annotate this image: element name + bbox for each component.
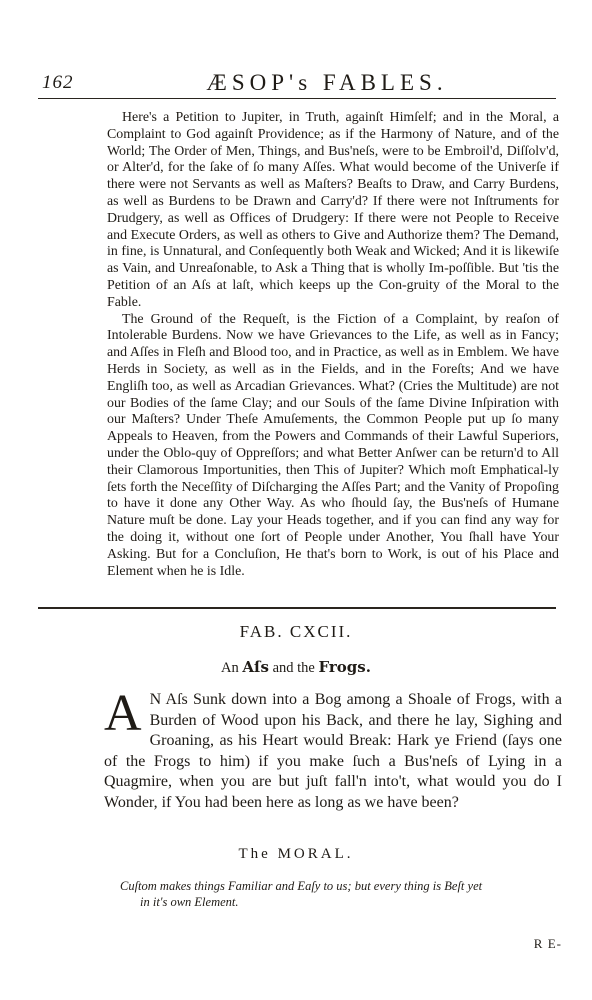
- fable-moral: [120, 878, 565, 910]
- moral-line-1: Cuſtom makes things Familiar and Eaſy to us; but every thing is Beſt yet: [120, 879, 483, 893]
- preceding-moral-text: [107, 110, 559, 580]
- fable-paragraph: N Aſs Sunk down into a Bog among a Shoale of Frogs, with a Burden of Wood upon his Back, and there he lay, Sighing and Groaning, as his Heart would Break: Hark ye Friend (ſays one of the Frogs to him) if you make ſuch a Bus'neſs of Lying in a Quagmire, when you are but juſt fall'n into't, what would you do I Wonder, if You had been here as long as we have been?: [104, 691, 562, 811]
- fable-body: [104, 685, 562, 814]
- moral-paragraph: Here's a Petition to Jupiter, in Truth, againſt Himſelf; and in the Moral, a Complaint to God againſt Providence; as if the Harmony of Nature, and of the World; The Order of Men, Things, and Bus'neſs, were to be Embroil'd, Diſſolv'd, or Alter'd, for the ſake of ſo many Aſſes. What would become of the Univerſe if there were not Servants as well as Maſters? Beaſts to Draw, and Carry Burdens, as well as Burdens to be Drawn and Carry'd? If there were not Inſtruments for Drudgery, as well as Offices of Drudgery: If there were not People to Receive and Execute Orders, as well as others to Give and Authorize them? The Demand, in fine, is Unnatural, and Conſequently both Weak and Wicked; And it is likewiſe as Vain, and Unreaſonable, to Ask a Thing that is wholly Im-poſſible. But 'tis the Petition of an Aſs at laſt, which keeps up the Con-gruity of the Moral to the Fable.: [107, 110, 559, 310]
- title-prefix: An: [221, 660, 239, 676]
- section-divider: [38, 607, 556, 609]
- header-rule: [38, 98, 556, 99]
- title-subject-ass: Aſs: [242, 658, 269, 676]
- fable-title: [0, 658, 592, 677]
- moral-line-2: in it's own Element.: [140, 895, 239, 909]
- title-subject-frogs: Frogs.: [318, 658, 371, 676]
- moral-paragraph: The Ground of the Requeſt, is the Fiction of a Complaint, by reaſon of Intolerable Burdens. Now we have Grievances to the Life, as well as in Fancy; and Aſſes in Fleſh and Blood too, and in Practice, as well as in Emblem. We have Herds in Society, as well as in the Fields, and in the Foreſts; And we have Engliſh too, as well as Arcadian Grievances. What? (Cries the Multitude) are not our Bodies of the ſame Clay; and our Souls of the ſame Divine Inſpiration with our Maſters? Under Theſe Amuſements, the Common People put up ſo many Appeals to Heaven, from the Powers and Commands of their Lawful Superiors, under the Oblo-quy of Oppreſſors; and what Better Anſwer can be return'd to All their Clamorous Importunities, then This of Jupiter? Which moſt Emphatical-ly ſets forth the Neceſſity of Diſcharging the Aſſes Part; and the Vanity of Propoſing to have it done any Other Way. As who ſhould ſay, the Bus'neſs of Humane Nature muſt be done. Lay your Heads together, and if you can find any way for the doing it, without one ſort of People under Another, You ſhall have Your Asking. But for a Concluſion, He that's born to Work, is out of his Place and Element when he is Idle.: [107, 311, 559, 579]
- fable-number: FAB. CXCII.: [239, 622, 353, 641]
- title-and: and the: [272, 660, 315, 676]
- moral-heading: The MORAL.: [238, 846, 354, 862]
- running-title: ÆSOP's FABLES.: [206, 70, 448, 95]
- drop-cap: A: [104, 685, 142, 742]
- running-head: [42, 70, 552, 98]
- catchword: R E-: [533, 936, 562, 951]
- page-number: 162: [42, 72, 74, 93]
